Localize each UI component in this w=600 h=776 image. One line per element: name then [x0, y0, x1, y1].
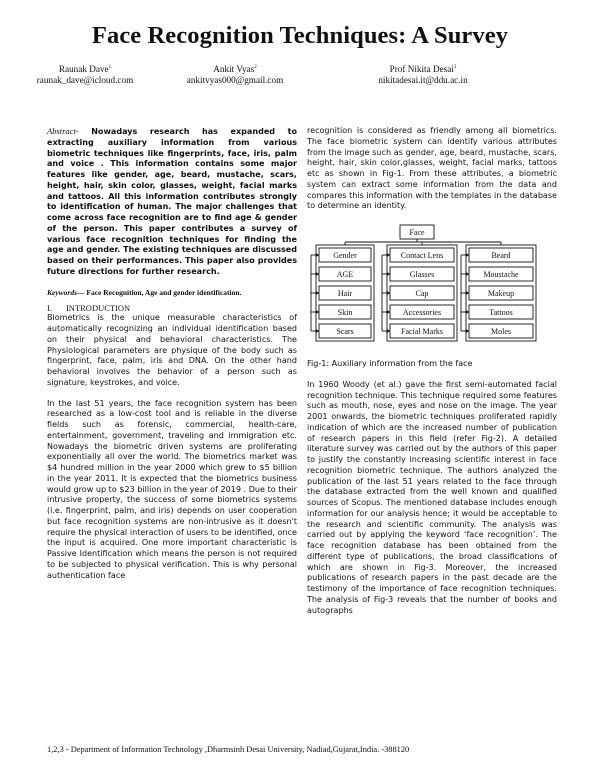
author-3: Prof Nikita Desai$^3$ nikitadesai.it@ddu.ac.in	[348, 62, 498, 86]
author-name: Raunak Dave	[58, 64, 109, 75]
figure-node-label: Tattoos	[489, 308, 513, 317]
author-name: Ankit Vyas	[213, 64, 255, 75]
figure-node-label: Hair	[337, 289, 353, 298]
footer-affiliation: 1,2,3 - Department of Information Technology ,Dharmsinh Desai University, Nadiad,Gujarat,India. -388120	[47, 745, 410, 754]
figure-arrowhead	[387, 253, 390, 257]
intro-paragraph-2: In the last 51 years, the face recognition system has been researched as a low-cost tool and is reliable in the diverse fields such as forensic, commercial, health-care, entertainment, government, traveling and immigration etc. Nowadays the biometric driven systems are proliferating exponentially all over the world. The biometrics market was $4 hundred million in the year 2000 which grew to $5 billion in the year 2011. It is expected that the biometrics business would grow up to $23 billion in the year of 2019 . Due to their intrusive property, the success of some biometrics systems (i.e. fingerprint, palm, and iris) depends on user cooperation but face recognition systems are non-intrusive as it doesn't require the physical interaction of users to be identified, once the input is acquired. One more important characteristic is Passive Identification which means the person is not required to be subjected to physical verification. This is why personal authentication face	[47, 398, 297, 580]
author-email: nikitadesai.it@ddu.ac.in	[378, 75, 468, 86]
left-column	[47, 126, 297, 581]
keywords	[47, 288, 297, 299]
figure-node-label: Moles	[491, 327, 511, 336]
figure-diagram	[307, 222, 557, 354]
author-name: Prof Nikita Desai	[389, 64, 454, 75]
figure-arrowhead	[387, 329, 390, 333]
figure-node-label: Accessories	[402, 308, 442, 317]
section-heading	[47, 304, 297, 313]
figure-node-label: Cap	[415, 289, 429, 298]
figure-arrowhead	[387, 310, 390, 314]
figure-arrowhead	[387, 291, 390, 295]
author-2: Ankit Vyas$^2$ ankitvyas000@gmail.com	[165, 62, 305, 86]
figure-node-label: Moustache	[483, 270, 519, 279]
figure-node-label: Gender	[333, 251, 357, 260]
author-1: Raunak Dave$^1$ raunak_dave@icloud.com	[15, 62, 155, 86]
author-email: raunak_dave@icloud.com	[36, 75, 134, 86]
abstract-label: Abstract-	[47, 126, 79, 136]
figure-arrowhead	[316, 291, 319, 295]
abstract-text: Nowadays research has expanded to extracting auxiliary information from various biometric techniques like fingerprints, face, iris, palm and voice . This information contains some major features like gender, age, beard, mustache, scars, height, hair, skin color, glasses, weight, facial marks and tattoos. All this information contributes strongly to identification of human. The major challenges that come across face recognition are to find age & gender of the person. This paper contributes a survey of various face recognition techniques for finding the age and gender. The existing techniques are discussed based on their performances. This paper also provides future directions for further research.	[47, 127, 297, 276]
figure-node-label: Glasses	[409, 270, 435, 279]
paper-title: Face Recognition Techniques: A Survey	[91, 22, 509, 49]
right-paragraph-1: recognition is considered as friendly among all biometrics. The face biometric system can identify various attributes from the image such as gender, age, beard, mustache, scars, height, hair, skin color,glasses, weight, facial marks, tattoos etc as shown in Fig-1. From these attributes, a biometric system can extract some information from the data and compares this information with the templates in the database to determine an identity.	[307, 126, 557, 211]
right-column	[307, 126, 557, 616]
figure-caption: Fig-1: Auxiliary information from the face	[307, 359, 473, 368]
abstract	[47, 126, 297, 278]
figure-node-label: Makeup	[487, 289, 515, 298]
figure-node-label: Contact Lens	[400, 251, 444, 260]
figure-node-label: Skin	[337, 308, 353, 317]
keywords-text: — Face Recognition, Age and gender identification.	[77, 287, 242, 297]
section-title: INTRODUCTION	[65, 303, 131, 314]
figure-arrowhead	[316, 310, 319, 314]
figure-root-label: Face	[409, 228, 425, 237]
figure-arrowhead	[466, 329, 469, 333]
author-email: ankitvyas000@gmail.com	[186, 75, 284, 86]
figure-arrowhead	[466, 272, 469, 276]
figure-node-label: Scars	[336, 327, 354, 336]
figure-arrowhead	[316, 253, 319, 257]
section-number: I.	[47, 303, 52, 314]
figure-arrowhead	[466, 253, 469, 257]
figure-arrowhead	[466, 291, 469, 295]
figure-arrowhead	[316, 272, 319, 276]
figure-node-label: AGE	[336, 270, 354, 279]
right-paragraph-2: In 1960 Woody (et al.) gave the first semi-automated facial recognition technique. This technique required some features such as mouth, nose, eyes and nose on the image. The year 2001 onwards, the biometric techniques proliferated rapidly indication of which are the increased number of publication of research papers in this field (refer Fig-2). A detailed literature survey was carried out by the authors of this paper to justify the constantly increasing scientific interest in face recognition biometric technique. The authors analyzed the publication of the last 51 years related to the face through the database extracted from the well known and qualified sources of Scopus. The mentioned database includes enough information for our analysis hence; it would be acceptable to the research and scientific community. The analysis was carried out by applying the keyword ‘face recognition’. The face recognition database has been obtained from the different type of publications, the broad classifications of which are shown in Fig-3. Moreover, the increased publications of research papers in the past decade are the testimony of the importance of face recognition techniques. The analysis of Fig-3 reveals that the number of books and autographs	[307, 379, 557, 615]
figure-1	[307, 222, 557, 354]
keywords-label: Keywords	[47, 287, 77, 297]
figure-arrowhead	[387, 272, 390, 276]
figure-arrowhead	[316, 329, 319, 333]
figure-arrowhead	[466, 310, 469, 314]
figure-node-label: Facial Marks	[401, 327, 443, 336]
intro-paragraph-1: Biometrics is the unique measurable characteristics of automatically recognizing an individual identification based on their physical and behavioral characteristics. The Physiological parameters are physique of the body such as fingerprint, face, palm, iris and DNA. On the other hand behavioral involves the behavior of a person such as signature, keystrokes, and voice.	[47, 313, 297, 387]
figure-node-label: Beard	[491, 251, 511, 260]
